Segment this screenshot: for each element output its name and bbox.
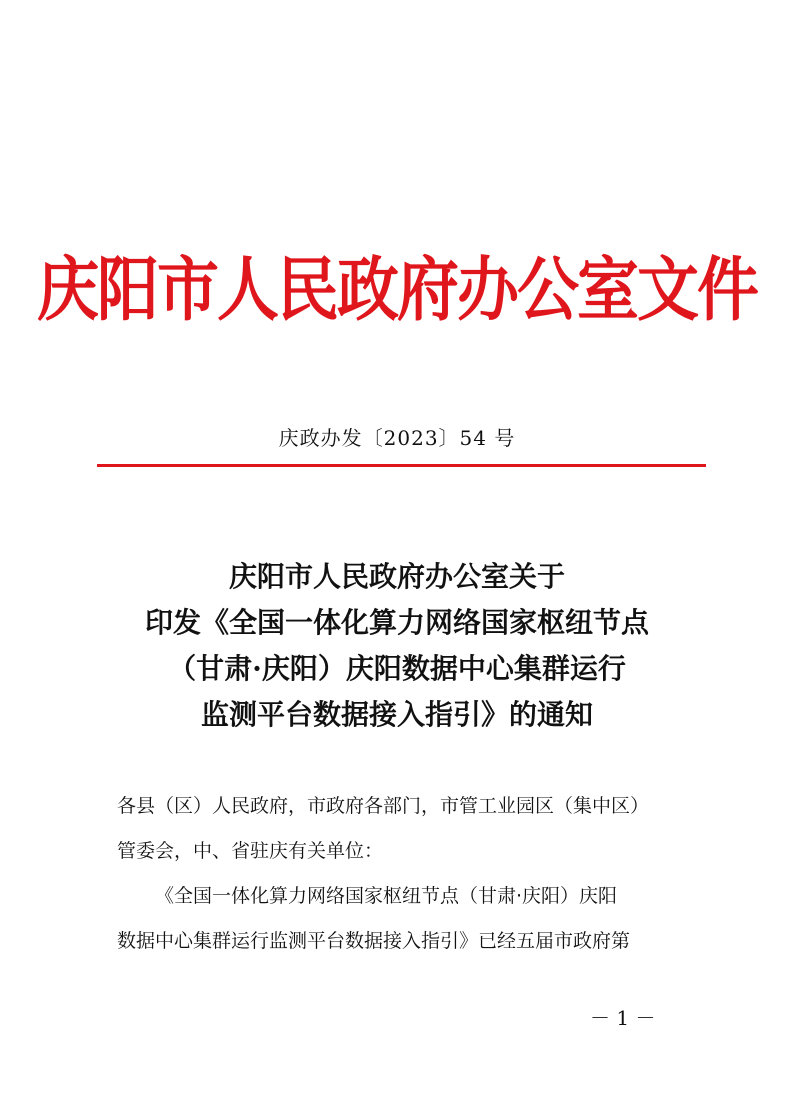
document-body xyxy=(117,784,697,964)
title-line: 印发《全国一体化算力网络国家枢纽节点 xyxy=(144,606,649,639)
document-header-title: 庆阳市人民政府办公室文件 xyxy=(36,248,757,331)
addressee-line: 各县（区）人民政府，市政府各部门，市管工业园区（集中区） xyxy=(117,795,650,817)
title-line: 庆阳市人民政府办公室关于 xyxy=(228,560,565,593)
notice-title xyxy=(0,554,794,738)
red-separator-line xyxy=(97,464,706,467)
paragraph-line: 数据中心集群运行监测平台数据接入指引》已经五届市政府第 xyxy=(117,930,631,952)
document-number: 庆政办发〔2023〕54 号 xyxy=(278,426,516,450)
page-number: － 1 － xyxy=(590,1006,656,1030)
title-line: 监测平台数据接入指引》的通知 xyxy=(200,698,593,731)
addressee-line: 管委会，中、省驻庆有关单位： xyxy=(117,840,384,862)
title-line: （甘肃·庆阳）庆阳数据中心集群运行 xyxy=(168,652,626,685)
paragraph-line: 《全国一体化算力网络国家枢纽节点（甘肃·庆阳）庆阳 xyxy=(155,885,618,907)
